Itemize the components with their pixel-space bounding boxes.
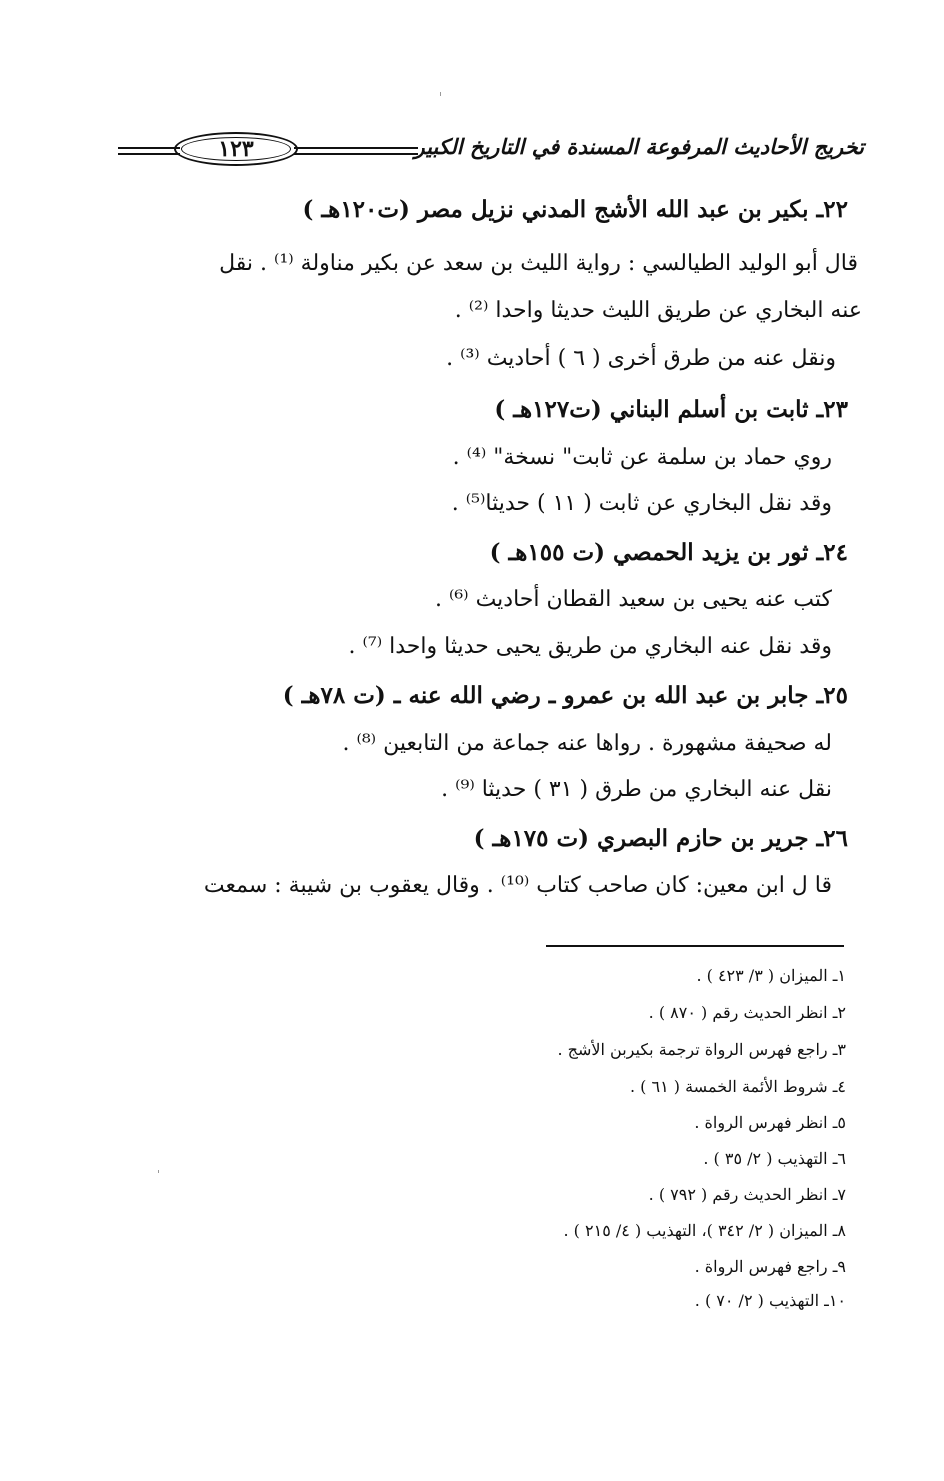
footnote: ٤ـ شروط الأئمة الخمسة ( ٦١ ) . xyxy=(630,1077,846,1096)
page-number: ١٢٣ xyxy=(218,136,254,162)
entry-heading: ٢٤ـ ثور بن يزيد الحمصي (ت ١٥٥هـ ) xyxy=(489,539,848,566)
entry-heading: ٢٦ـ جرير بن حازم البصري (ت ١٧٥هـ ) xyxy=(473,825,848,852)
body-line: وقد نقل عنه البخاري من طريق يحيى حديثا واحدا ⁽⁷⁾ . xyxy=(348,634,832,659)
body-line: قال أبو الوليد الطيالسي : رواية الليث بن سعد عن بكير مناولة ⁽¹⁾ . نقل xyxy=(219,251,858,276)
footnote: ٧ـ انظر الحديث رقم ( ٧٩٢ ) . xyxy=(648,1185,846,1204)
footnote-separator xyxy=(546,945,844,947)
body-line: روي حماد بن سلمة عن ثابت" نسخة" ⁽⁴⁾ . xyxy=(452,445,832,470)
entry-heading: ٢٣ـ ثابت بن أسلم البناني (ت١٢٧هـ ) xyxy=(494,396,848,423)
footnote: ٣ـ راجع فهرس الرواة ترجمة بكيربن الأشج . xyxy=(557,1040,846,1059)
body-line: كتب عنه يحيى بن سعيد القطان أحاديث ⁽⁶⁾ . xyxy=(434,587,832,612)
body-line: وقد نقل البخاري عن ثابت ( ١١ ) حديثا⁽⁵⁾ . xyxy=(451,491,832,516)
scan-speck xyxy=(440,92,441,96)
footnote: ١٠ـ التهذيب ( ٢/ ٧٠ ) . xyxy=(694,1291,846,1310)
body-line: نقل عنه البخاري من طرق ( ٣١ ) حديثا ⁽⁹⁾ . xyxy=(441,777,832,802)
body-line: له صحيفة مشهورة . رواها عنه جماعة من التابعين ⁽⁸⁾ . xyxy=(342,731,832,756)
header-rule xyxy=(294,153,418,155)
scan-speck xyxy=(158,1170,159,1173)
page-header xyxy=(118,128,864,172)
footnote: ٥ـ انظر فهرس الرواة . xyxy=(694,1113,846,1132)
page-number-badge xyxy=(174,132,298,166)
footnote: ٩ـ راجع فهرس الرواة . xyxy=(694,1257,846,1276)
header-rule xyxy=(118,153,180,155)
entry-heading: ٢٥ـ جابر بن عبد الله بن عمرو ـ رضي الله عنه ـ (ت ٧٨هـ ) xyxy=(282,682,848,709)
footnote: ٢ـ انظر الحديث رقم ( ٨٧٠ ) . xyxy=(648,1003,846,1022)
body-line: ونقل عنه من طرق أخرى ( ٦ ) أحاديث ⁽³⁾ . xyxy=(446,346,836,371)
body-line: عنه البخاري عن طريق الليث حديثا واحدا ⁽²⁾ . xyxy=(454,298,862,323)
entry-heading: ٢٢ـ بكير بن عبد الله الأشج المدني نزيل مصر (ت١٢٠هـ ) xyxy=(302,196,848,223)
running-title: تخريج الأحاديث المرفوعة المسندة في التاريخ الكبير xyxy=(414,134,864,159)
header-rule xyxy=(118,147,180,149)
footnote: ١ـ الميزان ( ٣/ ٤٢٣ ) . xyxy=(696,966,846,985)
header-rule xyxy=(294,147,418,149)
body-line: قا ل ابن معين: كان صاحب كتاب ⁽¹⁰⁾ . وقال يعقوب بن شيبة : سمعت xyxy=(203,873,832,898)
footnote: ٨ـ الميزان ( ٢/ ٣٤٢ )، التهذيب ( ٤/ ٢١٥ ) . xyxy=(563,1221,846,1240)
footnote: ٦ـ التهذيب ( ٢/ ٣٥ ) . xyxy=(703,1149,846,1168)
